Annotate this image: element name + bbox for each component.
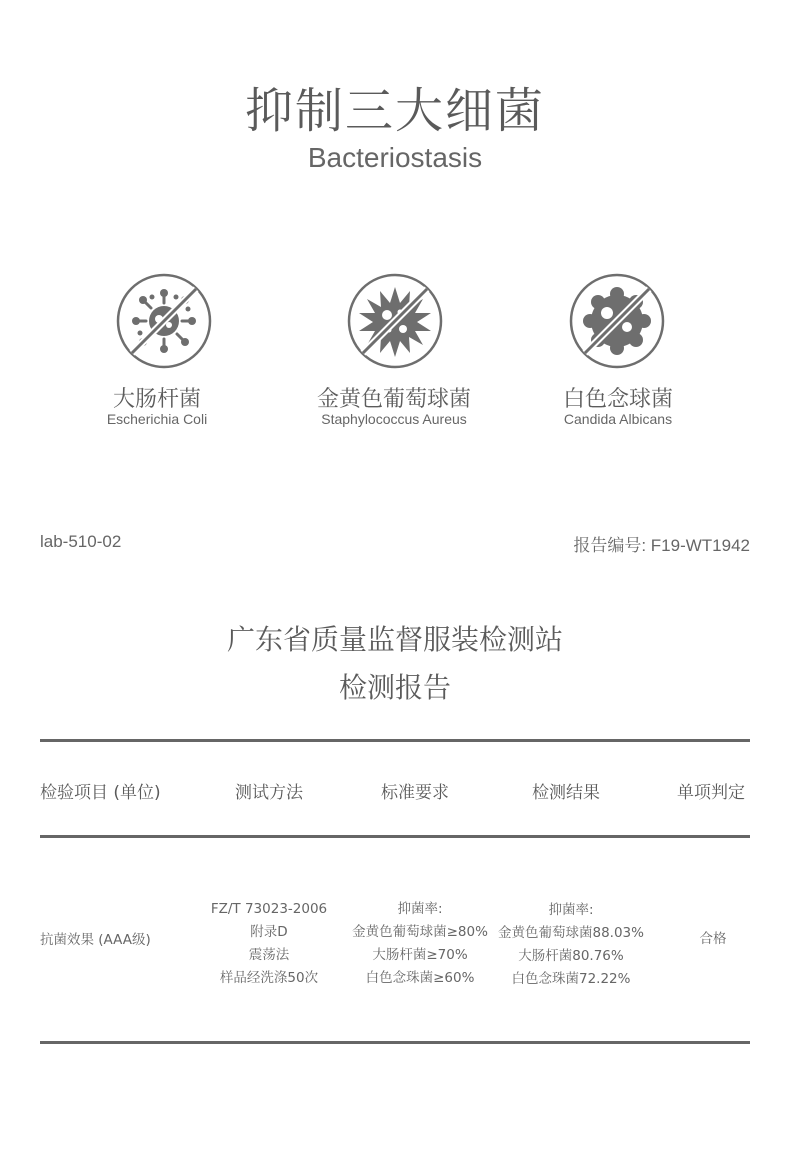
cell-result-line: 金黄色葡萄球菌88.03%	[498, 925, 644, 941]
report-number: 报告编号: F19-WT1942	[573, 536, 750, 555]
bacteria-label-3-cn: 白色念球菌	[562, 387, 673, 412]
cell-verdict: 合格	[699, 931, 727, 947]
table-row	[40, 0, 750, 1150]
bacteria-label-2-cn: 金黄色葡萄球菌	[316, 387, 471, 412]
bacteria-label-3-en: Candida Albicans	[563, 411, 673, 427]
cell-result	[496, 899, 646, 991]
report-title: 检测报告	[338, 671, 451, 704]
cell-result-line: 白色念珠菌72.22%	[511, 971, 631, 987]
cell-method-line: 震荡法	[248, 947, 290, 963]
cell-standard	[345, 898, 495, 990]
page-subtitle: Bacteriostasis	[307, 142, 483, 173]
cell-method	[200, 898, 338, 990]
bacteria-label-2-en: Staphylococcus Aureus	[321, 411, 467, 427]
cell-method-line: 样品经洗涤50次	[219, 970, 319, 986]
table-header-method: 测试方法	[235, 783, 303, 803]
cell-standard-line: 抑菌率:	[397, 901, 443, 917]
page-title: 抑制三大细菌	[244, 83, 545, 139]
cell-method-line: 附录D	[250, 924, 288, 940]
table-header-standard: 标准要求	[381, 783, 449, 803]
bacteria-label-1-cn: 大肠杆菌	[112, 387, 201, 412]
lab-code: lab-510-02	[40, 532, 122, 551]
report-organization: 广东省质量监督服装检测站	[226, 623, 563, 656]
cell-standard-line: 大肠杆菌≥70%	[372, 947, 468, 963]
table-header-result: 检测结果	[532, 783, 600, 803]
cell-result-line: 抑菌率:	[548, 902, 594, 918]
cell-standard-line: 金黄色葡萄球菌≥80%	[352, 924, 488, 940]
cell-item: 抗菌效果 (AAA级)	[40, 932, 151, 948]
cell-result-line: 大肠杆菌80.76%	[518, 948, 624, 964]
cell-method-line: FZ/T 73023-2006	[210, 901, 328, 917]
table-bottom-rule	[40, 1041, 750, 1044]
cell-standard-line: 白色念珠菌≥60%	[365, 970, 475, 986]
bacteria-label-1-en: Escherichia Coli	[106, 411, 208, 427]
table-header-verdict: 单项判定	[677, 783, 745, 803]
table-header-item: 检验项目 (单位)	[40, 783, 161, 803]
